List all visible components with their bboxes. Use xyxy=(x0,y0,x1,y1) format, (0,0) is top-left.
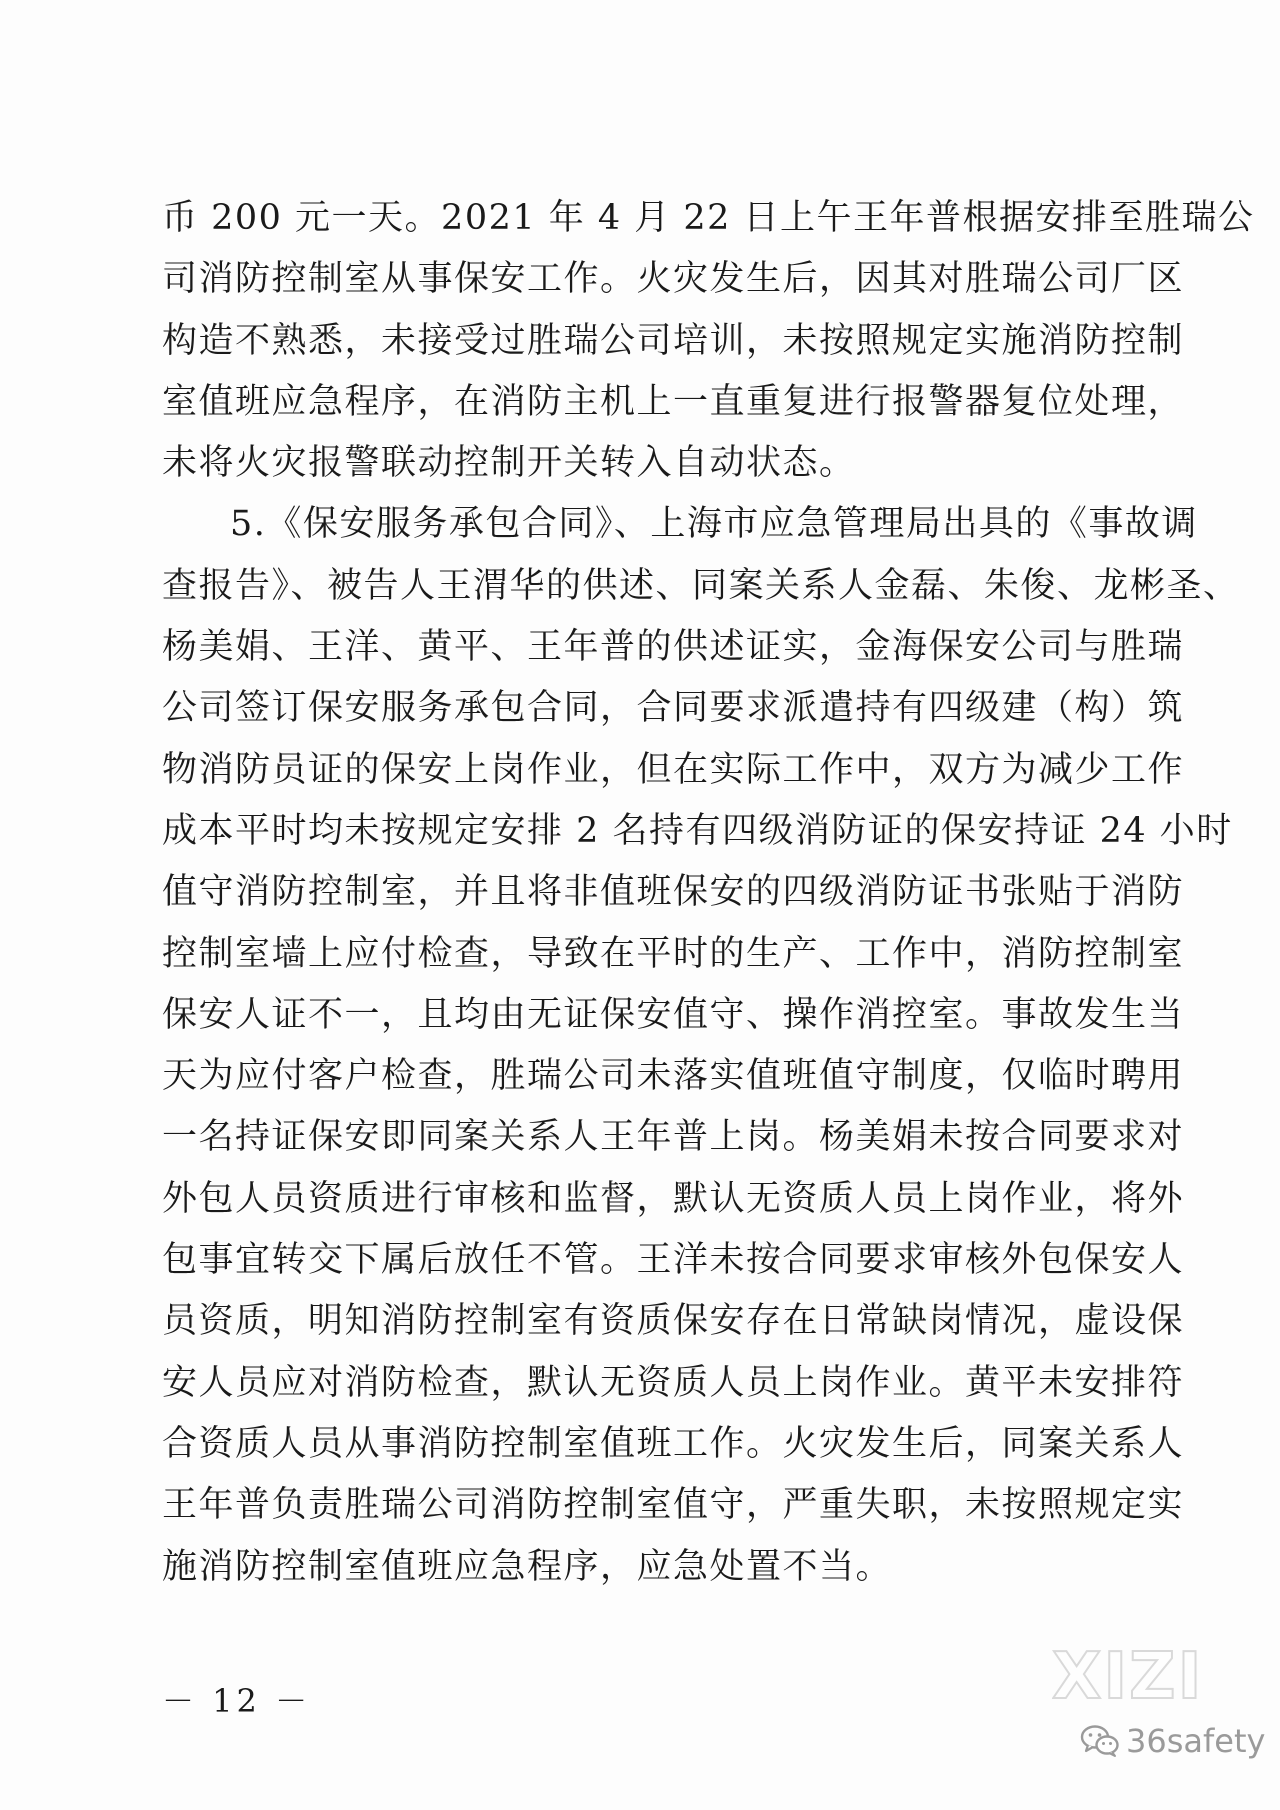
page-number: － 12 － xyxy=(162,1682,312,1720)
text-line: 控制室墙上应付检查，导致在平时的生产、工作中，消防控制室 xyxy=(162,933,1185,974)
text-line: 安人员应对消防检查，默认无资质人员上岗作业。黄平未安排符 xyxy=(162,1362,1185,1403)
text-line: 查报告》、被告人王渭华的供述、同案关系人金磊、朱俊、龙彬圣、 xyxy=(162,565,1240,606)
text-line: 合资质人员从事消防控制室值班工作。火灾发生后，同案关系人 xyxy=(162,1423,1185,1464)
text-line: 未将火灾报警联动控制开关转入自动状态。 xyxy=(162,443,856,484)
paragraph-start-line: 5.《保安服务承包合同》、上海市应急管理局出具的《事故调 xyxy=(230,504,1198,545)
text-line: 公司签订保安服务承包合同，合同要求派遣持有四级建（构）筑 xyxy=(162,688,1185,729)
text-line: 施消防控制室值班应急程序，应急处置不当。 xyxy=(162,1546,893,1587)
text-line: 员资质，明知消防控制室有资质保安存在日常缺岗情况，虚设保 xyxy=(162,1301,1185,1342)
text-line: 外包人员资质进行审核和监督，默认无资质人员上岗作业，将外 xyxy=(162,1178,1185,1219)
text-line: 王年普负责胜瑞公司消防控制室值守，严重失职，未按照规定实 xyxy=(162,1485,1185,1526)
text-line: 值守消防控制室，并且将非值班保安的四级消防证书张贴于消防 xyxy=(162,872,1185,913)
text-line: 成本平时均未按规定安排 2 名持有四级消防证的保安持证 24 小时 xyxy=(162,810,1233,851)
wechat-watermark xyxy=(1080,1722,1265,1760)
site-watermark-logo: XIZI xyxy=(1052,1640,1204,1714)
text-line: 天为应付客户检查，胜瑞公司未落实值班值守制度，仅临时聘用 xyxy=(162,1056,1185,1097)
text-line: 一名持证保安即同案关系人王年普上岗。杨美娟未按合同要求对 xyxy=(162,1117,1185,1158)
text-line: 保安人证不一，且均由无证保安值守、操作消控室。事故发生当 xyxy=(162,994,1185,1035)
text-line: 杨美娟、王洋、黄平、王年普的供述证实，金海保安公司与胜瑞 xyxy=(162,627,1185,668)
document-body xyxy=(162,188,1255,1598)
text-line: 币 200 元一天。2021 年 4 月 22 日上午王年普根据安排至胜瑞公 xyxy=(162,198,1255,238)
text-line: 室值班应急程序，在消防主机上一直重复进行报警器复位处理， xyxy=(162,381,1185,422)
text-line: 物消防员证的保安上岗作业，但在实际工作中，双方为减少工作 xyxy=(162,749,1185,790)
wechat-account-name: 36safety xyxy=(1126,1722,1266,1760)
text-line: 构造不熟悉，未接受过胜瑞公司培训，未按照规定实施消防控制 xyxy=(162,320,1185,361)
wechat-icon xyxy=(1080,1724,1120,1758)
text-line: 包事宜转交下属后放任不管。王洋未按合同要求审核外包保安人 xyxy=(162,1240,1185,1281)
text-line: 司消防控制室从事保安工作。火灾发生后，因其对胜瑞公司厂区 xyxy=(162,259,1185,300)
